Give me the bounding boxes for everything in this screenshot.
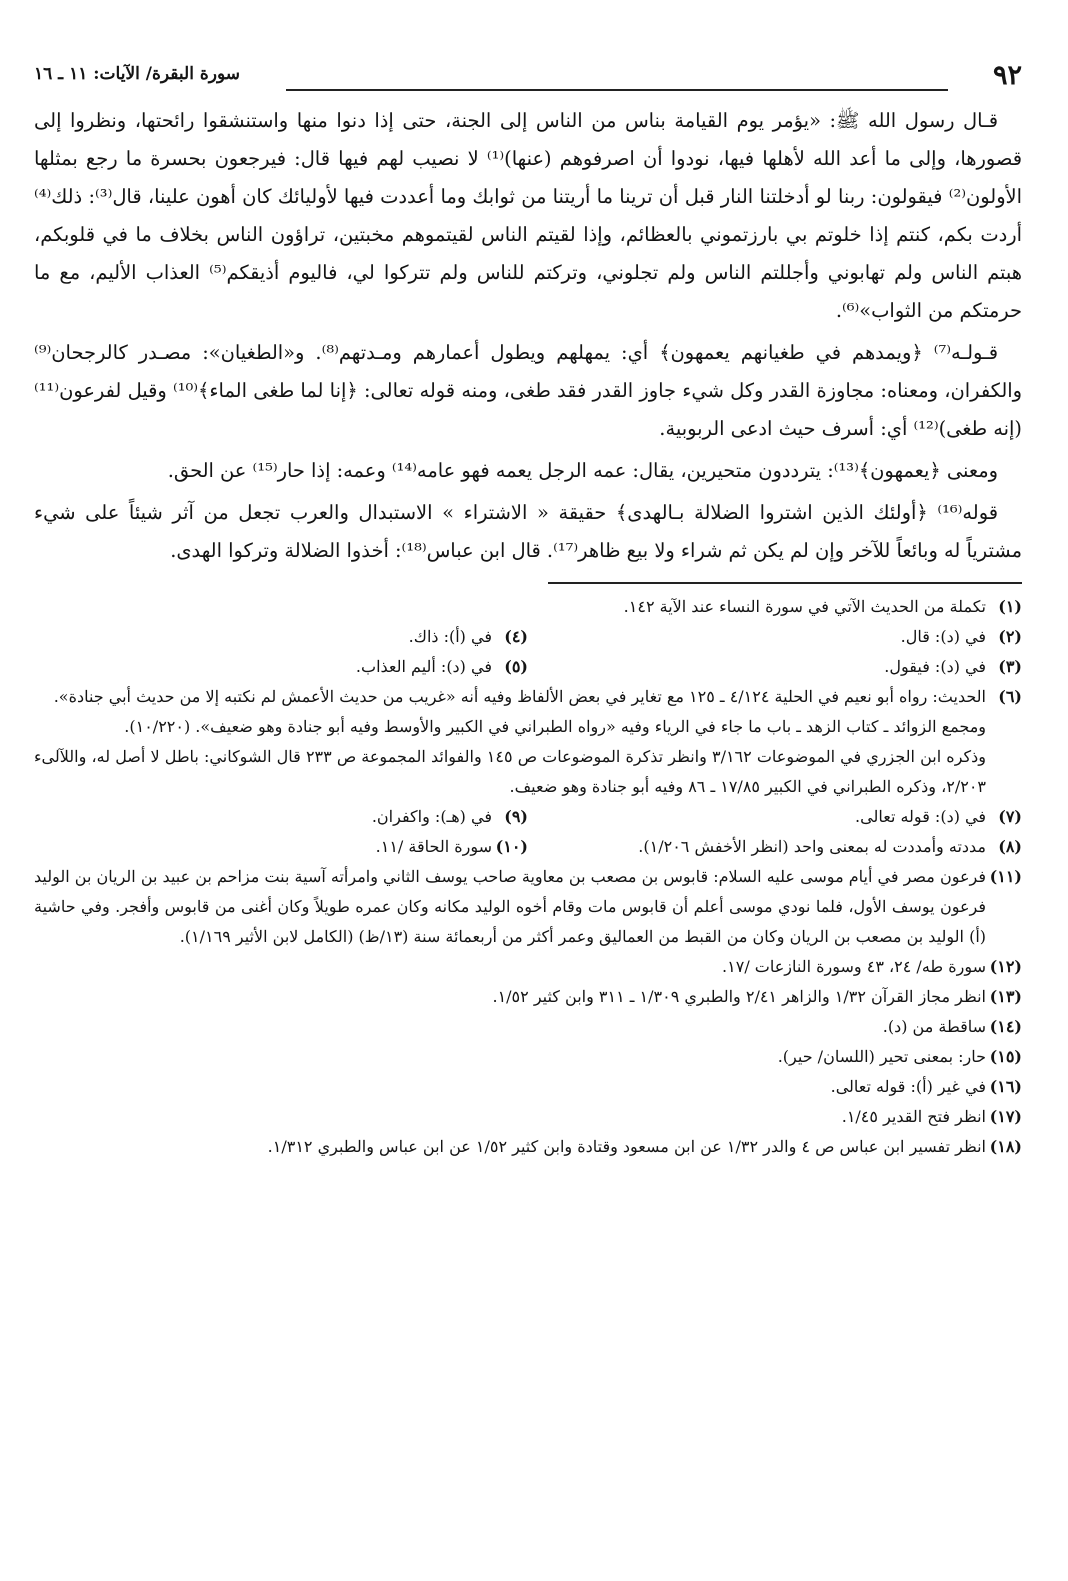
footnote-number: (١٤) — [989, 1017, 1022, 1036]
footnote-text: انظر فتح القدير ١/٤٥. — [841, 1107, 986, 1126]
footnote-continuation — [34, 712, 1022, 742]
footnote-rule — [548, 582, 1022, 584]
footnote-number: (٤) — [504, 627, 528, 646]
paragraph-hadith: قـال رسول الله ﷺ: «يؤمر يوم القيامة بناس من الناس إلى الجنة، حتى إذا دنوا منها واستنشقوا رائحتها، ونظروا إلى قصورها، وإلى ما أعد الله لأهلها فيها، نودوا أن اصرفوهم (عنها)⁽¹⁾ لا نصيب لهم فيها قال: فيرجعون بحسرة ما رجع بمثلها الأولون⁽²⁾ فيقولون: ربنا لو أدخلتنا النار قبل أن ترينا ما أريتنا من ثوابك وما أعددت فيها لأوليائك كان أهون علينا، قال⁽³⁾: ذلك⁽⁴⁾ أردت بكم، كنتم إذا خلوتم بي بارزتموني بالعظائم، وإذا لقيتم الناس لقيتموهم مخبتين، تراؤون الناس بخلاف ما في قلوبكم، هبتم الناس ولم تهابوني وأجللتم الناس ولم تجلوني، وتركتم للناس ولم تتركوا لي، فاليوم أذيقكم⁽⁵⁾ العذاب الأليم، مع ما حرمتكم من الثواب»⁽⁶⁾. — [34, 109, 1023, 322]
footnote-text: في (د): أليم العذاب. — [355, 657, 492, 676]
footnote-text: ومجمع الزوائد ـ كتاب الزهد ـ باب ما جاء في الرياء وفيه «رواه الطبراني في الكبير والأوسط وفيه أبو جنادة وهو ضعيف». (١٠/٢٢٠). — [124, 717, 986, 736]
footnote-text: الحديث: رواه أبو نعيم في الحلية ٤/١٢٤ ـ ١٢٥ مع تغاير في بعض الألفاظ وفيه أنه «غريب من حديث الأعمش لم نكتبه إلا من حديث أبي جنادة». — [53, 687, 986, 706]
header-rule — [286, 89, 948, 91]
footnote-text: انظر تفسير ابن عباس ص ٤ والدر ١/٣٢ عن ابن مسعود وقتادة وابن كثير ١/٥٢ عن ابن عباس والطبري ١/٣١٢. — [267, 1137, 986, 1156]
footnote-text: ساقطة من (د). — [882, 1017, 986, 1036]
footnote-text: سورة طه/ ٢٤، ٤٣ وسورة النازعات /١٧. — [722, 957, 986, 976]
footnote-number: (١٣) — [989, 987, 1022, 1006]
footnote-number: (٦) — [998, 687, 1022, 706]
footnote — [34, 682, 1022, 712]
footnote — [528, 622, 1022, 652]
footnote-pair — [34, 622, 1022, 652]
footnote-number: (١٠) — [495, 837, 528, 856]
footnote — [34, 622, 528, 652]
footnote-number: (٥) — [504, 657, 528, 676]
footnote — [34, 862, 1022, 952]
footnote-number: (١٥) — [989, 1047, 1022, 1066]
paragraph-ishtira: قوله⁽¹⁶⁾ ﴿أولئك الذين اشتروا الضلالة بـالهدى﴾ حقيقة « الاشتراء » الاستبدال والعرب تجعل من آثر شيئاً على شيء مشترياً له وبائعاً للآخر وإن لم يكن ثم شراء ولا بيع ظاهر⁽¹⁷⁾. قال ابن عباس⁽¹⁸⁾: أخذوا الضلالة وتركوا الهدى. — [34, 501, 1022, 562]
footnote — [528, 802, 1022, 832]
footnote-number: (٣) — [998, 657, 1022, 676]
footnote — [34, 1102, 1022, 1132]
footnote-number: (١٢) — [989, 957, 1022, 976]
footnote-number: (٩) — [504, 807, 528, 826]
footnote — [34, 1012, 1022, 1042]
footnote-text: سورة الحاقة /١١. — [375, 837, 492, 856]
footnote-text: في (د): قال. — [900, 627, 986, 646]
footnote-number: (١٨) — [989, 1137, 1022, 1156]
footnote — [34, 1042, 1022, 1072]
footnote-number: (١١) — [989, 867, 1022, 886]
footnote-text: وذكره ابن الجزري في الموضوعات ٣/١٦٢ وانظر تذكرة الموضوعات ص ١٤٥ والفوائد المجموعة ص ٢٣٣ قال الشوكاني: باطل لا أصل له، واللآلىء ٢/٢٠٣، وذكره الطبراني في الكبير ١٧/٨٥ ـ ٨٦ وفيه أبو جنادة وهو ضعيف. — [34, 747, 986, 796]
footnote — [34, 832, 528, 862]
footnote — [34, 1132, 1022, 1162]
footnote-text: في (هـ): واكفران. — [371, 807, 492, 826]
page-header — [34, 60, 1022, 100]
footnote-number: (٨) — [998, 837, 1022, 856]
footnote — [34, 982, 1022, 1012]
book-page — [34, 60, 1022, 1162]
footnote-text: في (د): قوله تعالى. — [855, 807, 986, 826]
footnote-pair — [34, 652, 1022, 682]
main-text — [34, 102, 1022, 570]
footnote-number: (٢) — [998, 627, 1022, 646]
paragraph-yamahun: ومعنى ﴿يعمهون﴾⁽¹³⁾: يترددون متحيرين، يقال: عمه الرجل يعمه فهو عامه⁽¹⁴⁾ وعمه: إذا حار⁽¹⁵⁾ عن الحق. — [167, 459, 998, 482]
footnote — [34, 592, 1022, 622]
footnote-text: في (أ): ذاك. — [408, 627, 492, 646]
running-title: سورة البقرة/ الآيات: ١١ ـ ١٦ — [34, 64, 240, 84]
footnote-text: في غير (أ): قوله تعالى. — [830, 1077, 986, 1096]
footnote-continuation — [34, 742, 1022, 802]
footnote-pair — [34, 832, 1022, 862]
footnote — [34, 802, 528, 832]
footnote-text: حار: بمعنى تحير (اللسان/ حير). — [777, 1047, 986, 1066]
footnote-text: مددته وأمددت له بمعنى واحد (انظر الأخفش ١/٢٠٦). — [638, 837, 986, 856]
footnote — [34, 952, 1022, 982]
footnote-text: تكملة من الحديث الآتي في سورة النساء عند الآية ١٤٢. — [623, 597, 986, 616]
footnote-number: (١٦) — [989, 1077, 1022, 1096]
footnote-number: (١) — [998, 597, 1022, 616]
footnote — [34, 652, 528, 682]
footnote-number: (١٧) — [989, 1107, 1022, 1126]
footnote-number: (٧) — [998, 807, 1022, 826]
footnotes — [34, 592, 1022, 1162]
footnote-text: في (د): فيقول. — [884, 657, 986, 676]
page-number: ٩٢ — [992, 60, 1022, 91]
footnote — [34, 1072, 1022, 1102]
footnote-pair — [34, 802, 1022, 832]
paragraph-tughyan: قـولـه⁽⁷⁾ ﴿ويمدهم في طغيانهم يعمهون﴾ أي: يمهلهم ويطول أعمارهم ومـدتهم⁽⁸⁾. و«الطغيان»: مصـدر كالرجحان⁽⁹⁾ والكفران، ومعناه: مجاوزة القدر وكل شيء جاوز القدر فقد طغى، ومنه قوله تعالى: ﴿إنا لما طغى الماء﴾⁽¹⁰⁾ وقيل لفرعون⁽¹¹⁾ (إنه طغى)⁽¹²⁾ أي: أسرف حيث ادعى الربوبية. — [34, 341, 1023, 440]
footnote — [528, 652, 1022, 682]
footnote — [528, 832, 1022, 862]
footnote-text: فرعون مصر في أيام موسى عليه السلام: قابوس بن مصعب بن معاوية صاحب يوسف الثاني وامرأته آسية بنت مزاحم بن عبيد بن الريان بن الوليد فرعون يوسف الأول، فلما نودي موسى أعلم أن قابوس مات وقام أخوه الوليد مكانه وكان عمره طويلاً وكان أغنى من قابوس وأفجر. وفي حاشية (أ) الوليد بن مصعب بن الريان وكان من القبط من العماليق وعمر أكثر من أربعمائة سنة (١٣/ظ) (الكامل لابن الأثير ١/١٦٩). — [34, 867, 986, 946]
footnote-text: انظر مجاز القرآن ١/٣٢ والزاهر ٢/٤١ والطبري ١/٣٠٩ ـ ٣١١ وابن كثير ١/٥٢. — [492, 987, 986, 1006]
